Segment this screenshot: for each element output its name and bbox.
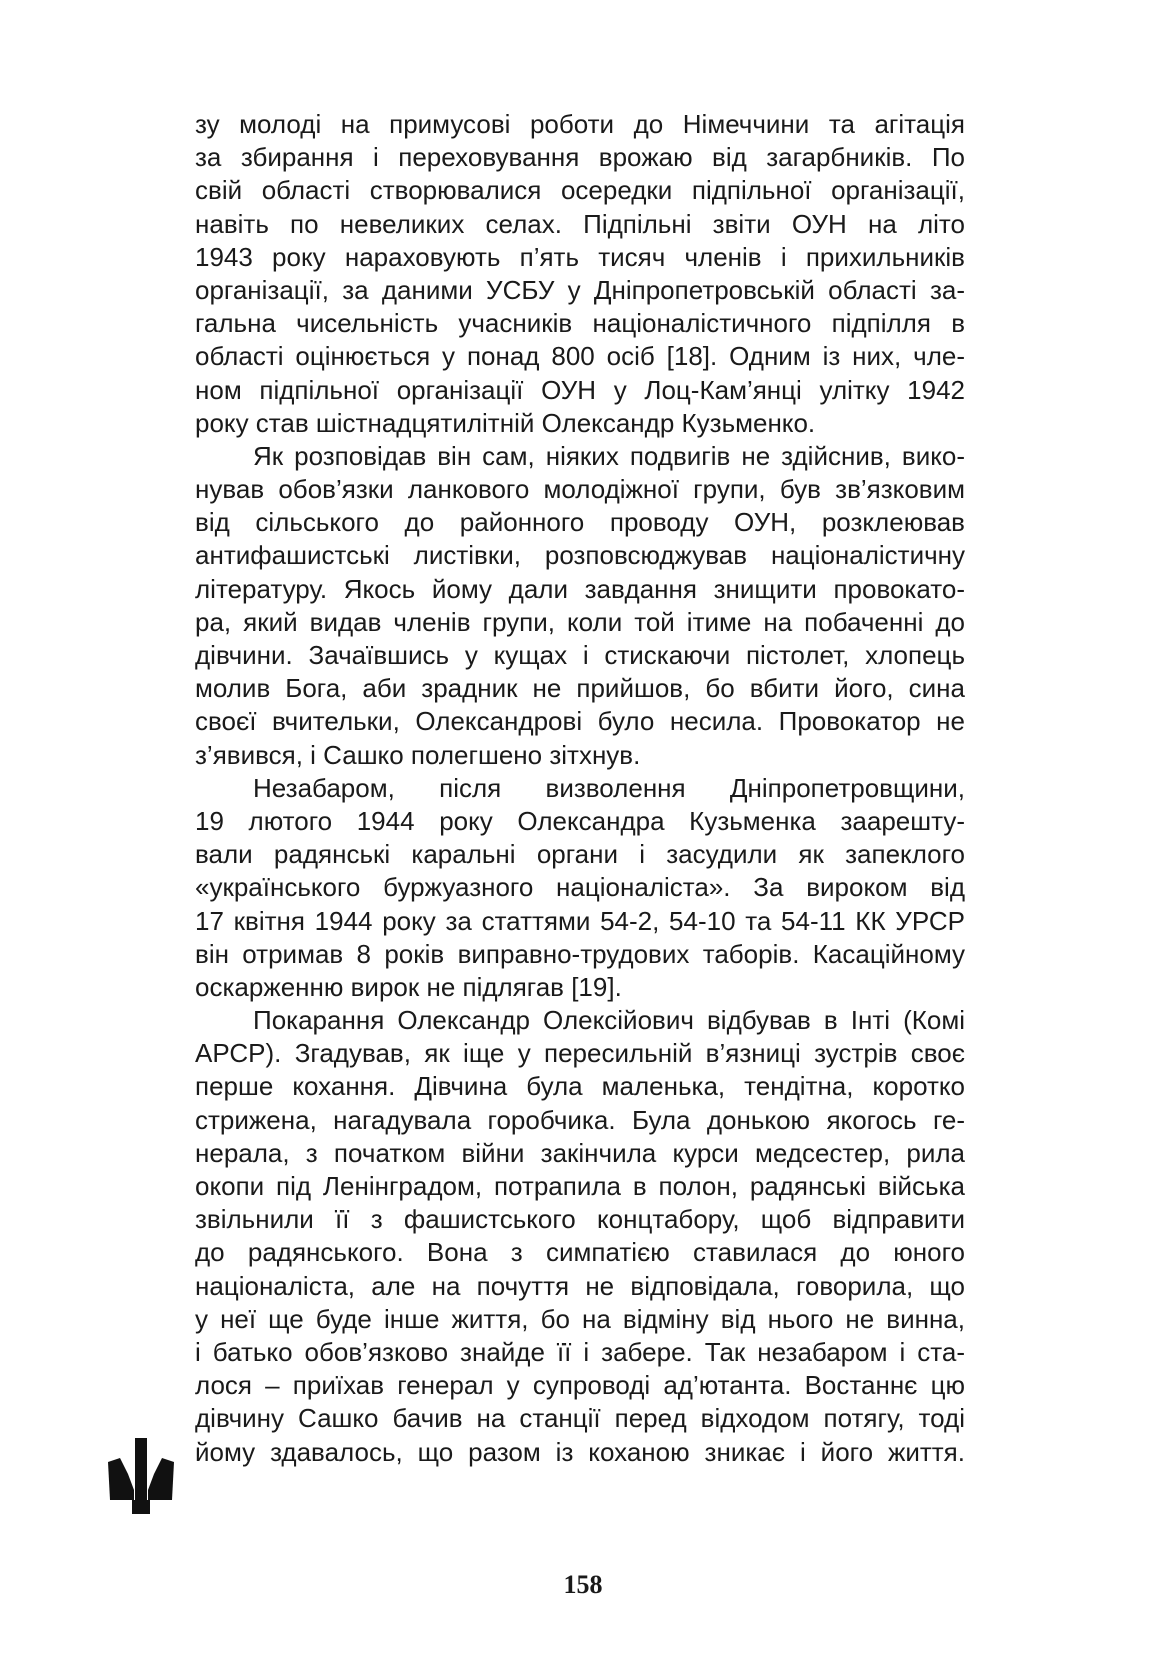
text-line: від сільського до районного проводу ОУН, розклеював (195, 507, 965, 538)
text-line: дівчини. Зачаївшись у кущах і стискаючи пістолет, хлопець (195, 640, 965, 670)
text-line: Покарання Олександр Олексійович відбував в Інті (Комі (253, 1005, 965, 1036)
page-number: 158 (563, 1570, 603, 1599)
text-line: він отримав 8 років виправно-трудових таборів. Касаційному (195, 938, 965, 969)
text-line: навіть по невеликих селах. Підпільні звіти ОУН на літо (195, 208, 965, 239)
text-line: області оцінюється у понад 800 осіб [18]. Одним із них, чле- (195, 341, 965, 372)
text-line: Як розповідав він сам, ніяких подвигів не здійснив, вико- (253, 440, 965, 471)
text-line: до радянського. Вона з симпатією ставилася до юного (195, 1237, 965, 1268)
text-line: перше кохання. Дівчина була маленька, тендітна, коротко (195, 1071, 965, 1102)
text-line: літературу. Якось йому дали завдання знищити провокато- (195, 573, 965, 604)
text-line: АРСР). Згадував, як іще у пересильній в’язниці зустрів своє (195, 1038, 965, 1069)
text-line: окопи під Ленінградом, потрапила в полон, радянські війська (195, 1171, 965, 1201)
text-line: звільнили її з фашистського концтабору, щоб відправити (195, 1204, 965, 1235)
text-line: йому здавалось, що разом із коханою зникає і його життя. (195, 1436, 965, 1467)
text-line: свій області створювалися осередки підпільної організації, (195, 175, 965, 206)
text-line: оскарженню вирок не підлягав [19]. (195, 971, 622, 1002)
text-line: ном підпільної організації ОУН у Лоц-Кам’янці улітку 1942 (195, 374, 965, 405)
text-line: зу молоді на примусові роботи до Німеччини та агітація (195, 109, 965, 139)
text-line: з’явився, і Сашко полегшено зітхнув. (195, 739, 641, 770)
text-line: організації, за даними УСБУ у Дніпропетровській області за- (195, 274, 965, 305)
text-line: ра, який видав членів групи, коли той ітиме на побаченні до (195, 606, 965, 637)
text-line: антифашистські листівки, розповсюджував націоналістичну (195, 540, 965, 571)
text-line: націоналіста, але на почуття не відповідала, говорила, що (195, 1270, 965, 1301)
text-line: молив Бога, аби зрадник не прийшов, бо вбити його, сина (195, 673, 965, 704)
text-line: гальна чисельність учасників націоналістичного підпілля в (195, 308, 965, 339)
text-line: 1943 року нараховують п’ять тисяч членів і прихильників (195, 241, 965, 272)
text-line: своєї вчительки, Олександрові було несила. Провокатор не (195, 706, 965, 737)
text-line: за збирання і переховування врожаю від загарбників. По (195, 142, 965, 173)
text-line: 17 квітня 1944 року за статтями 54-2, 54-10 та 54-11 КК УРСР (195, 905, 965, 936)
text-line: Незабаром, після визволення Дніпропетровщини, (253, 772, 965, 803)
text-line: 19 лютого 1944 року Олександра Кузьменка заарешту- (195, 805, 965, 836)
trident-emblem-icon (108, 1438, 174, 1514)
text-line: вали радянські каральні органи і засудили як запеклого (195, 839, 965, 870)
text-line: нерала, з початком війни закінчила курси медсестер, рила (195, 1137, 965, 1168)
text-line: стрижена, нагадувала горобчика. Була донькою якогось ге- (195, 1104, 965, 1135)
text-line: «українського буржуазного націоналіста». За вироком від (195, 872, 965, 903)
text-line: і батько обов’язково знайде її і забере. Так незабаром і ста- (195, 1336, 965, 1367)
text-line: нував обов’язки ланкового молодіжної групи, був зв’язковим (195, 474, 965, 505)
text-line: року став шістнадцятилітній Олександр Кузьменко. (195, 407, 816, 438)
text-line: у неї ще буде інше життя, бо на відміну від нього не винна, (195, 1303, 965, 1334)
text-line: лося – приїхав генерал у супроводі ад’ютанта. Востаннє цю (195, 1370, 965, 1401)
text-line: дівчину Сашко бачив на станції перед відходом потягу, тоді (195, 1403, 965, 1434)
body-text (195, 108, 965, 1469)
